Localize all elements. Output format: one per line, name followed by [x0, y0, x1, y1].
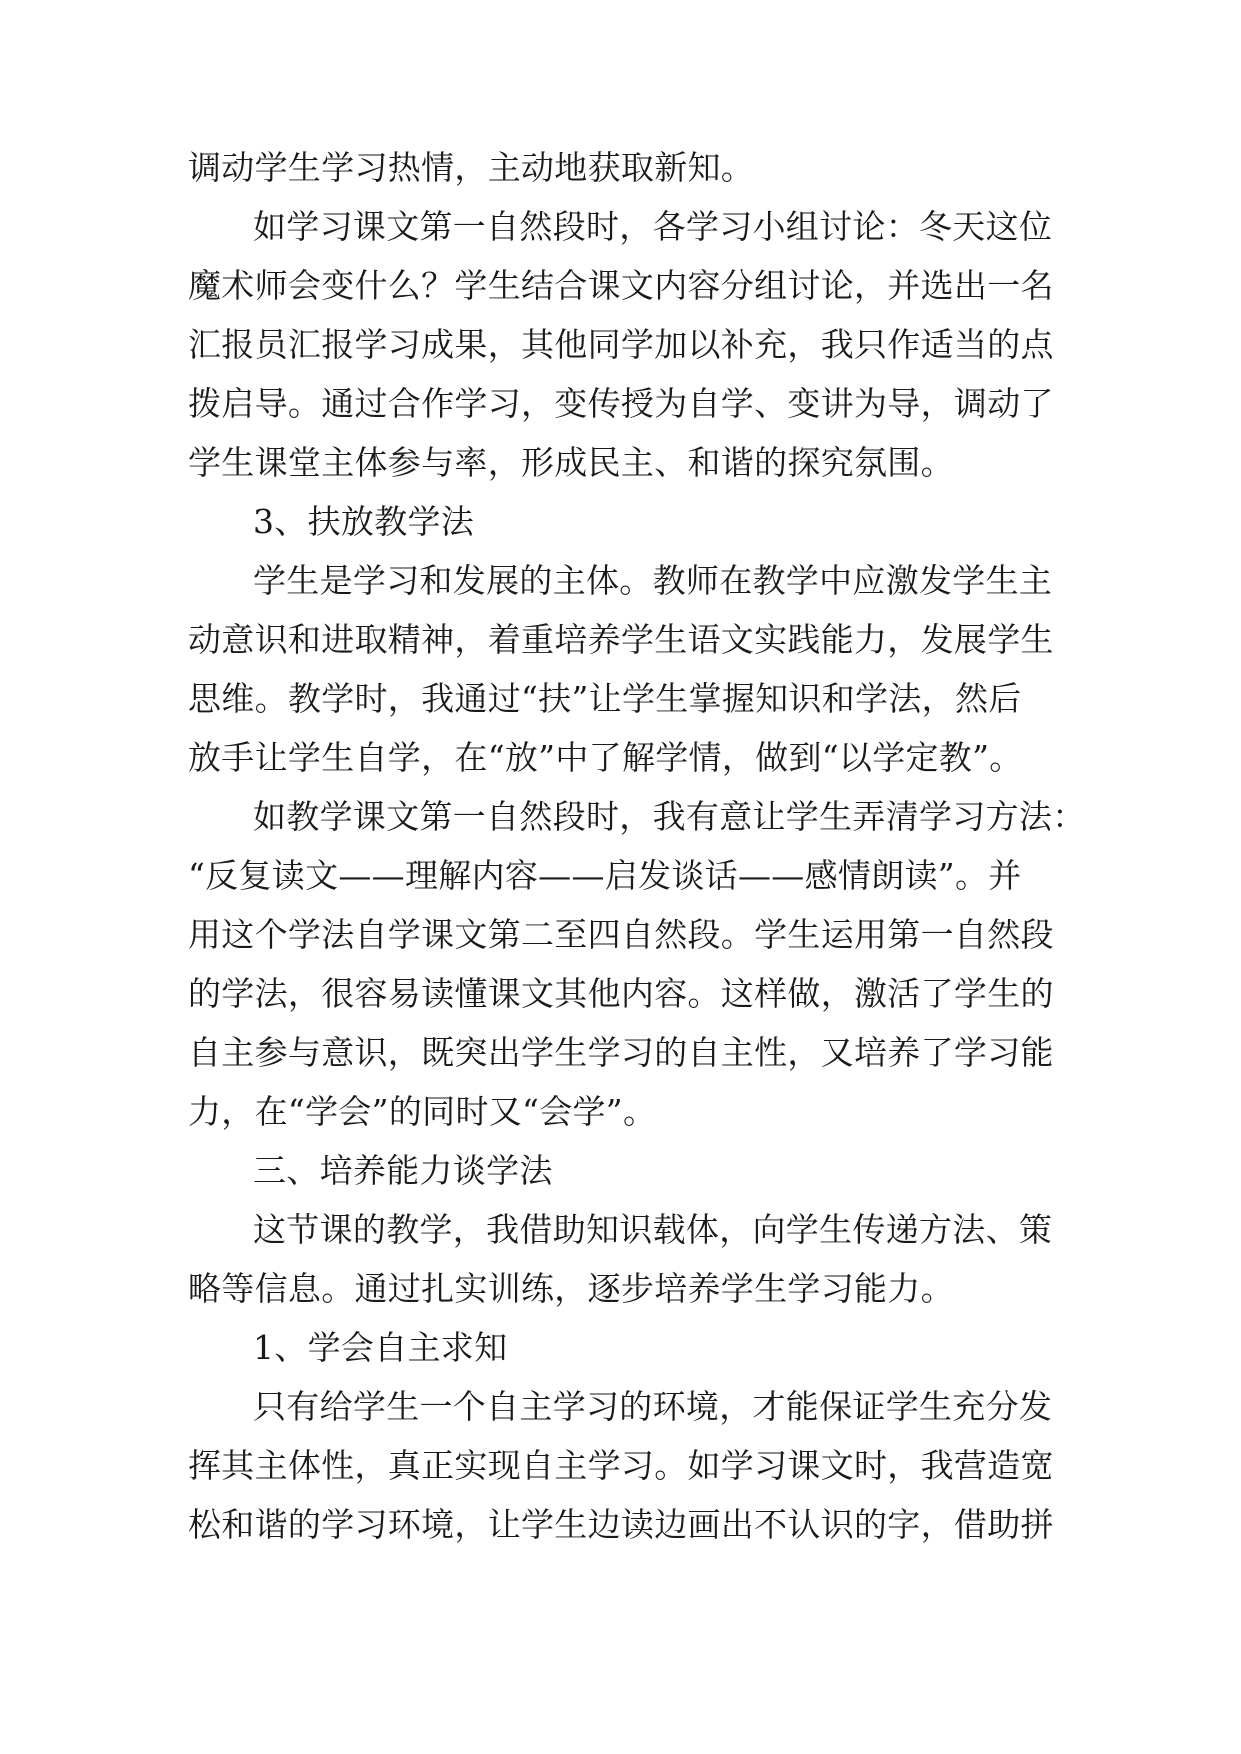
section-heading: 三、培养能力谈学法 — [253, 1151, 553, 1190]
paragraph-first-line: 只有给学生一个自主学习的环境，才能保证学生充分发 — [253, 1387, 1053, 1426]
paragraph-first-line: 学生是学习和发展的主体。教师在教学中应激发学生主 — [253, 561, 1053, 600]
text-line: 汇报员汇报学习成果，其他同学加以补充，我只作适当的点 — [188, 325, 1054, 364]
section-heading: 3、扶放教学法 — [253, 502, 475, 541]
text-line: “反复读文——理解内容——启发谈话——感情朗读”。并 — [188, 856, 1022, 895]
text-line: 思维。教学时，我通过“扶”让学生掌握知识和学法，然后 — [188, 679, 1022, 718]
text-line: 调动学生学习热情，主动地获取新知。 — [188, 148, 755, 187]
text-line: 的学法，很容易读懂课文其他内容。这样做，激活了学生的 — [188, 974, 1054, 1013]
text-line: 力，在“学会”的同时又“会学”。 — [188, 1092, 657, 1131]
text-line: 用这个学法自学课文第二至四自然段。学生运用第一自然段 — [188, 915, 1054, 954]
text-line: 挥其主体性，真正实现自主学习。如学习课文时，我营造宽 — [188, 1446, 1054, 1485]
text-line: 学生课堂主体参与率，形成民主、和谐的探究氛围。 — [188, 443, 954, 482]
text-line: 拨启导。通过合作学习，变传授为自学、变讲为导，调动了 — [188, 384, 1054, 423]
text-line: 自主参与意识，既突出学生学习的自主性，又培养了学习能 — [188, 1033, 1054, 1072]
text-line: 放手让学生自学，在“放”中了解学情，做到“以学定教”。 — [188, 738, 1023, 777]
paragraph-first-line: 这节课的教学，我借助知识载体，向学生传递方法、策 — [253, 1210, 1053, 1249]
text-line: 魔术师会变什么？学生结合课文内容分组讨论，并选出一名 — [188, 266, 1054, 305]
paragraph-first-line: 如教学课文第一自然段时，我有意让学生弄清学习方法： — [253, 797, 1086, 836]
section-heading: 1、学会自主求知 — [253, 1328, 508, 1367]
text-line: 松和谐的学习环境，让学生边读边画出不认识的字，借助拼 — [188, 1505, 1054, 1544]
paragraph-first-line: 如学习课文第一自然段时，各学习小组讨论：冬天这位 — [253, 207, 1053, 246]
text-line: 略等信息。通过扎实训练，逐步培养学生学习能力。 — [188, 1269, 954, 1308]
text-line: 动意识和进取精神，着重培养学生语文实践能力，发展学生 — [188, 620, 1054, 659]
